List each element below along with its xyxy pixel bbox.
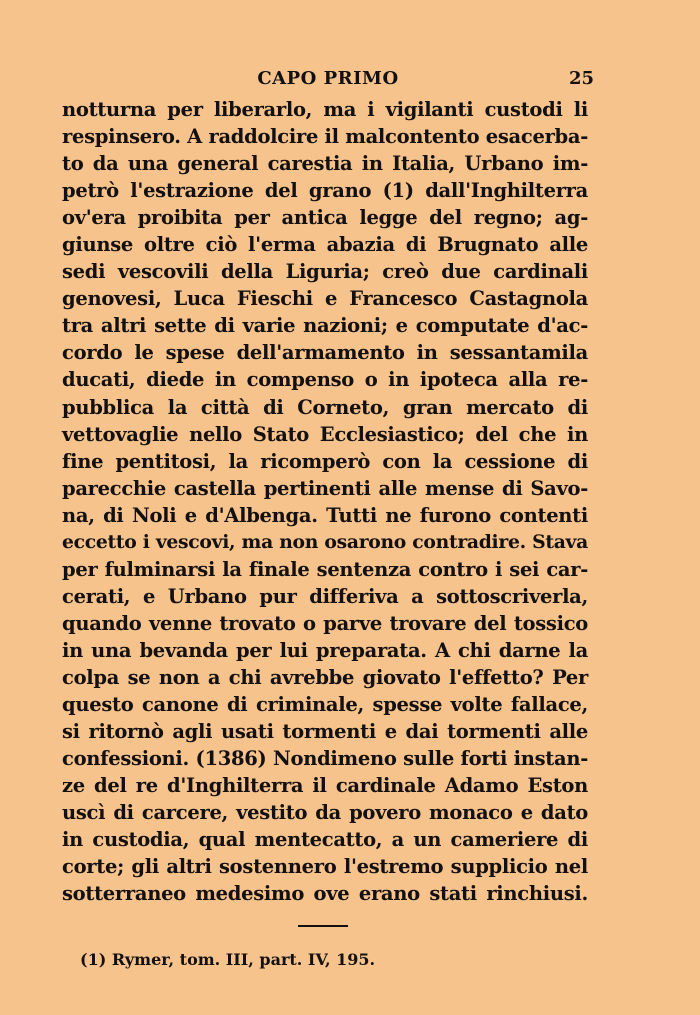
text-line: na, di Noli e d'Albenga. Tutti ne furono contenti <box>62 503 588 527</box>
text-line: pubblica la città di Corneto, gran mercato di <box>62 395 588 419</box>
text-line: petrò l'estrazione del grano (1) dall'Inghilterra <box>62 179 588 203</box>
text-line: tra altri sette di varie nazioni; e computate d'ac- <box>62 314 588 338</box>
body-text <box>62 96 588 907</box>
text-line: sotterraneo medesimo ove erano stati rinchiusi. <box>62 882 588 906</box>
text-line: fine pentitosi, la ricomperò con la cessione di <box>62 449 588 473</box>
running-title: CAPO PRIMO <box>257 68 399 89</box>
text-line: notturna per liberarlo, ma i vigilanti custodi li <box>62 98 588 121</box>
text-line: sedi vescovili della Liguria; creò due cardinali <box>62 260 588 284</box>
text-line: corte; gli altri sostennero l'estremo supplicio nel <box>62 855 588 879</box>
text-line: parecchie castella pertinenti alle mense di Savo- <box>62 476 588 500</box>
text-line: questo canone di criminale, spesse volte fallace, <box>62 693 588 717</box>
text-line: ze del re d'Inghilterra il cardinale Adamo Eston <box>62 774 588 798</box>
text-line: genovesi, Luca Fieschi e Francesco Castagnola <box>62 287 588 311</box>
text-line: to da una general carestia in Italia, Urbano im- <box>62 152 588 176</box>
text-line: ov'era proibita per antica legge del regno; ag- <box>62 206 588 230</box>
page-number: 25 <box>568 68 594 89</box>
text-line: eccetto i vescovi, ma non osarono contradire. Stava <box>62 530 588 553</box>
footnote: (1) Rymer, tom. III, part. IV, 195. <box>80 950 376 969</box>
text-line: giunse oltre ciò l'erma abazia di Brugnato alle <box>62 233 588 257</box>
text-line: respinsero. A raddolcire il malcontento esacerba- <box>62 125 589 149</box>
text-line: in custodia, qual mentecatto, a un cameriere di <box>62 828 588 852</box>
text-line: ducati, diede in compenso o in ipoteca alla re- <box>62 368 588 392</box>
text-line: vettovaglie nello Stato Ecclesiastico; del che in <box>62 422 588 446</box>
text-line: per fulminarsi la finale sentenza contro i sei car- <box>62 557 588 581</box>
footnote-separator <box>298 925 348 927</box>
text-line: si ritornò agli usati tormenti e dai tormenti alle <box>62 720 588 744</box>
text-line: confessioni. (1386) Nondimeno sulle forti instan- <box>62 747 588 771</box>
text-line: colpa se non a chi avrebbe giovato l'effetto? Per <box>62 665 588 689</box>
text-line: cordo le spese dell'armamento in sessantamila <box>62 341 588 365</box>
text-line: uscì di carcere, vestito da povero monaco e dato <box>62 801 588 825</box>
text-line: quando venne trovato o parve trovare del tossico <box>62 611 588 635</box>
page-header <box>62 66 594 92</box>
text-line: in una bevanda per lui preparata. A chi darne la <box>62 638 588 662</box>
text-line: cerati, e Urbano pur differiva a sottoscriverla, <box>62 584 588 608</box>
